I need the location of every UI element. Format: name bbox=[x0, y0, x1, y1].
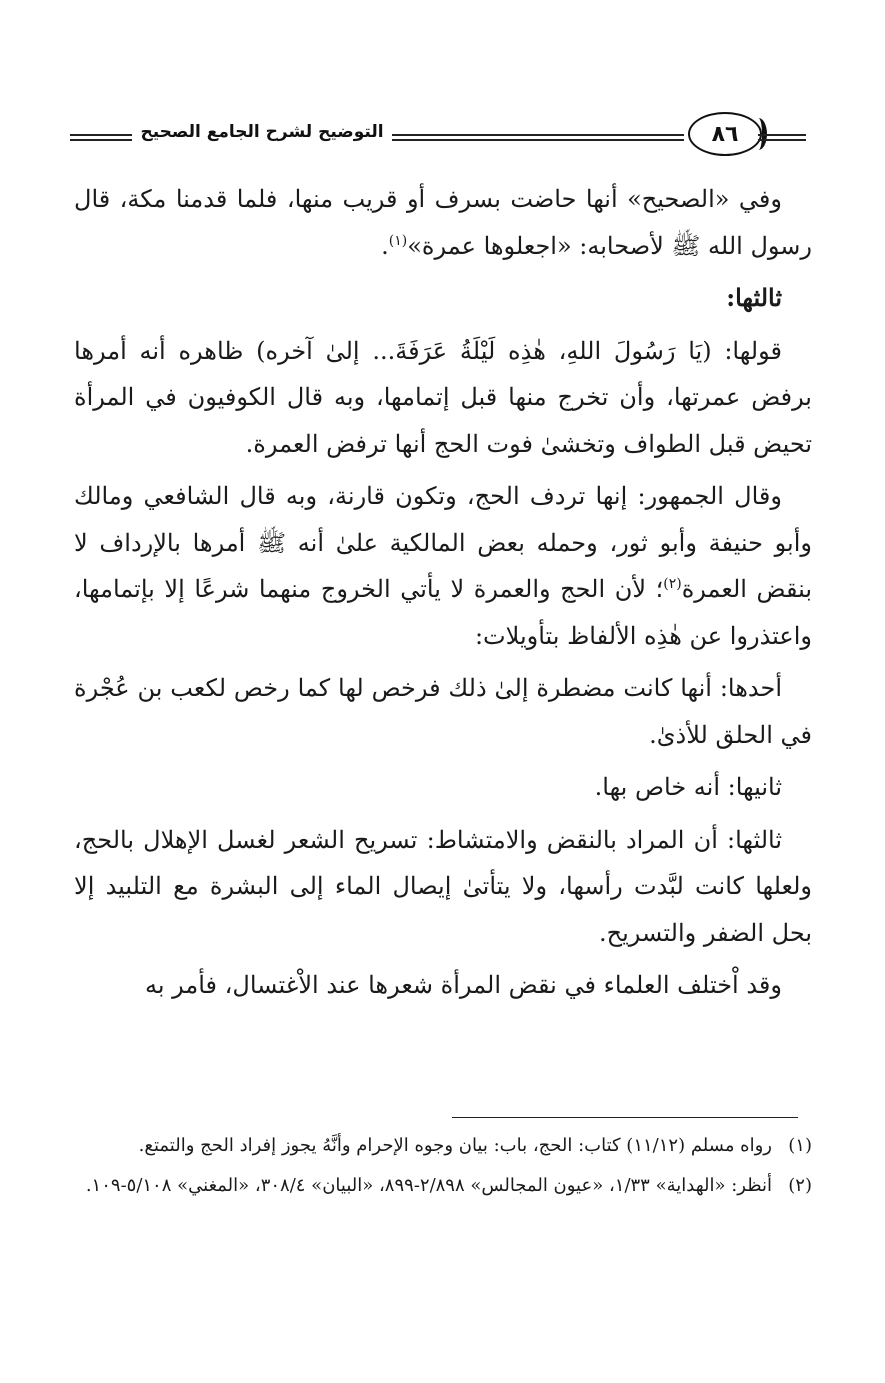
header-title: التوضيح لشرح الجامع الصحيح bbox=[140, 122, 384, 142]
footnote-number: (٢) bbox=[788, 1175, 812, 1196]
header-rule-left bbox=[70, 134, 132, 141]
main-text bbox=[74, 176, 812, 1015]
footnote-ref[interactable]: (٢) bbox=[663, 576, 682, 592]
footnote-item bbox=[74, 1128, 812, 1164]
footnote-item bbox=[74, 1168, 812, 1204]
footnote-separator bbox=[452, 1117, 798, 1118]
running-header bbox=[70, 112, 810, 162]
paragraph: ثانيها: أنه خاص بها. bbox=[594, 773, 782, 801]
footnotes bbox=[74, 1128, 812, 1208]
paragraph: ثالثها: أن المراد بالنقض والامتشاط: تسريح الشعر لغسل الإهلال بالحج، ولعلها كانت لبَّدت رأسها، ولا يتأتىٰ إيصال الماء إلى البشرة مع التلبيد إلا بحل الضفر والتسريح. bbox=[74, 825, 812, 947]
paragraph: وفي «الصحيح» أنها حاضت بسرف أو قريب منها، فلما قدمنا مكة، قال رسول الله ﷺ لأصحابه: «اجعلوها عمرة»$^{(١)}$. bbox=[74, 185, 812, 260]
header-rule-right bbox=[758, 134, 806, 141]
footnote-text: أنظر: «الهداية» ١/٣٣، «عيون المجالس» ٢/٨٩٨-٨٩٩، «البيان» ٣٠٨/٤، «المغني» ٥/١٠٨-١٠٩. bbox=[85, 1175, 772, 1196]
page-number: ٨٦ bbox=[711, 121, 739, 147]
paragraph: وقال الجمهور: إنها تردف الحج، وتكون قارنة، وبه قال الشافعي ومالك وأبو حنيفة وأبو ثور، وحمله بعض المالكية علىٰ أنه ﷺ أمرها بالإرداف لا بنقض العمرة$^{(٢)}$؛ لأن الحج والعمرة لا يأتي الخروج منهما شرعًا إلا بإتمامها، واعتذروا عن هٰذِه الألفاظ بتأويلات: bbox=[74, 482, 813, 650]
page-number-frame bbox=[688, 112, 762, 156]
header-rule-middle bbox=[392, 134, 684, 141]
footnote-number: (١) bbox=[788, 1135, 812, 1156]
paragraph: أحدها: أنها كانت مضطرة إلىٰ ذلك فرخص لها كما رخص لكعب بن عُجْرة في الحلق للأذىٰ. bbox=[74, 674, 812, 749]
paragraph: وقد اْختلف العلماء في نقض المرأة شعرها عند الاْغتسال، فأمر به bbox=[144, 971, 782, 999]
section-heading: ثالثها: bbox=[726, 283, 782, 312]
footnote-text: رواه مسلم (١١/١٢) كتاب: الحج، باب: بيان وجوه الإحرام وأنَّهُ يجوز إفراد الحج والتمتع. bbox=[138, 1135, 772, 1156]
paragraph: قولها: (يَا رَسُولَ اللهِ، هٰذِه لَيْلَةُ عَرَفَةَ... إلىٰ آخره) ظاهره أنه أمرها برفض عمرتها، وأن تخرج منها قبل إتمامها، وبه قال الكوفيون في المرأة تحيض قبل الطواف وتخشىٰ فوت الحج أنها ترفض العمرة. bbox=[74, 336, 812, 458]
footnote-ref[interactable]: (١) bbox=[388, 232, 408, 249]
